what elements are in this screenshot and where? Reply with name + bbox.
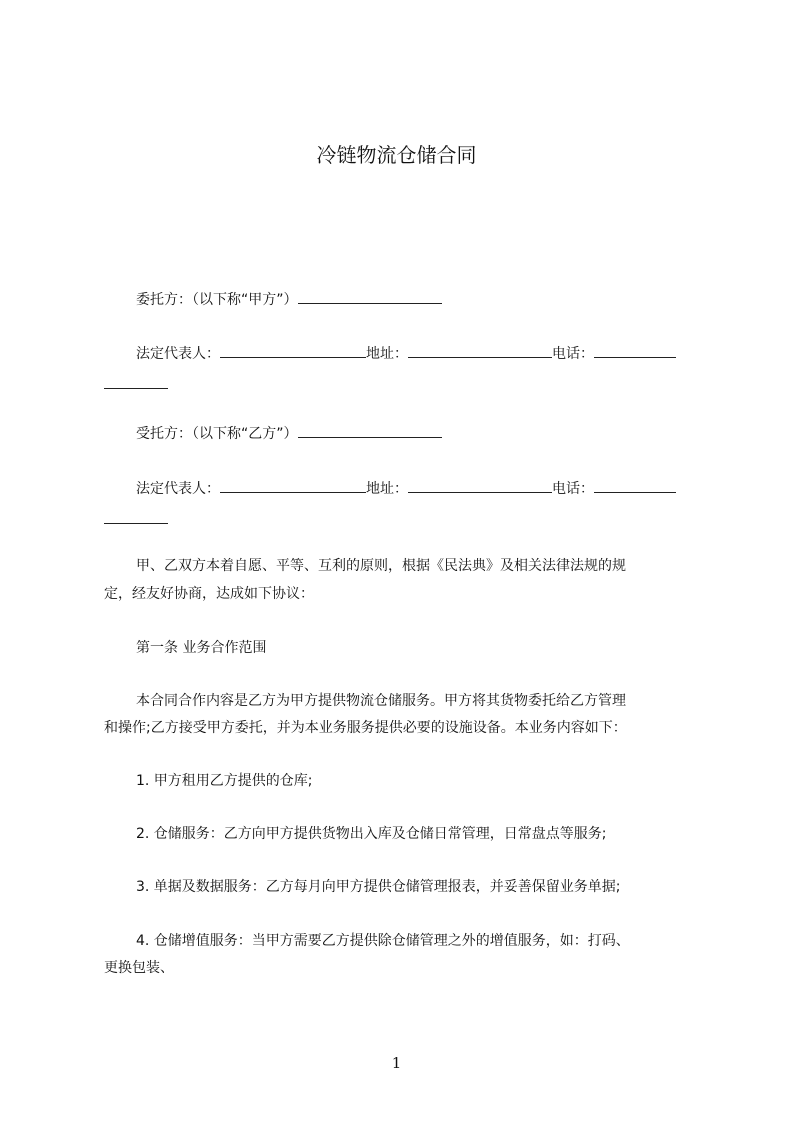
party-a-rep-line: [104, 339, 736, 369]
page-number: 1: [391, 1054, 402, 1072]
party-b-label: 受托方：: [136, 426, 192, 442]
document-title: 冷链物流仓储合同: [316, 143, 477, 167]
party-a-phone-blank: [594, 341, 676, 358]
party-b-name-blank: [298, 421, 442, 438]
party-a-name-blank: [298, 287, 442, 304]
intro-paragraph-line-1: 甲、乙双方本着自愿、平等、互利的原则，根据《民法典》及相关法律法规的规: [136, 558, 626, 574]
party-b-phone-continuation: [104, 505, 704, 535]
party-b-legal-rep-label: 法定代表人：: [136, 481, 220, 497]
party-b-address-blank: [408, 476, 552, 493]
party-a-phone-continuation: [104, 370, 704, 400]
list-item-4-continuation: 更换包装、: [104, 960, 174, 976]
party-a-label: 委托方：: [136, 292, 192, 308]
party-a-phone-label: 电话：: [552, 346, 594, 362]
article-1-paragraph-line-2: 和操作;乙方接受甲方委托，并为本业务服务提供必要的设施设备。本业务内容如下：: [104, 720, 627, 736]
list-item-1: 1. 甲方租用乙方提供的仓库;: [136, 773, 313, 789]
party-a-line: [104, 285, 736, 315]
party-b-phone-label: 电话：: [552, 481, 594, 497]
party-b-address-label: 地址：: [366, 481, 408, 497]
list-item-3: 3. 单据及数据服务：乙方每月向甲方提供仓储管理报表，并妥善保留业务单据;: [136, 879, 621, 895]
party-b-phone-blank-cont: [104, 507, 168, 524]
list-item-2: 2. 仓储服务：乙方向甲方提供货物出入库及仓储日常管理，日常盘点等服务;: [136, 826, 607, 842]
party-b-line: [104, 419, 736, 449]
party-a-phone-blank-cont: [104, 372, 168, 389]
list-item-4: 4. 仓储增值服务：当甲方需要乙方提供除仓储管理之外的增值服务，如：打码、: [136, 933, 630, 949]
party-b-alias: （以下称“乙方”）: [192, 426, 298, 442]
party-a-legal-rep-label: 法定代表人：: [136, 346, 220, 362]
party-b-legal-rep-blank: [220, 476, 366, 493]
party-a-address-blank: [408, 341, 552, 358]
intro-paragraph-line-2: 定，经友好协商，达成如下协议：: [104, 586, 314, 602]
party-a-legal-rep-blank: [220, 341, 366, 358]
party-b-rep-line: [104, 474, 736, 504]
article-1-title: 第一条 业务合作范围: [136, 640, 267, 656]
party-b-phone-blank: [594, 476, 676, 493]
party-a-address-label: 地址：: [366, 346, 408, 362]
article-1-paragraph-line-1: 本合同合作内容是乙方为甲方提供物流仓储服务。甲方将其货物委托给乙方管理: [136, 693, 626, 709]
party-a-alias: （以下称“甲方”）: [192, 292, 298, 308]
